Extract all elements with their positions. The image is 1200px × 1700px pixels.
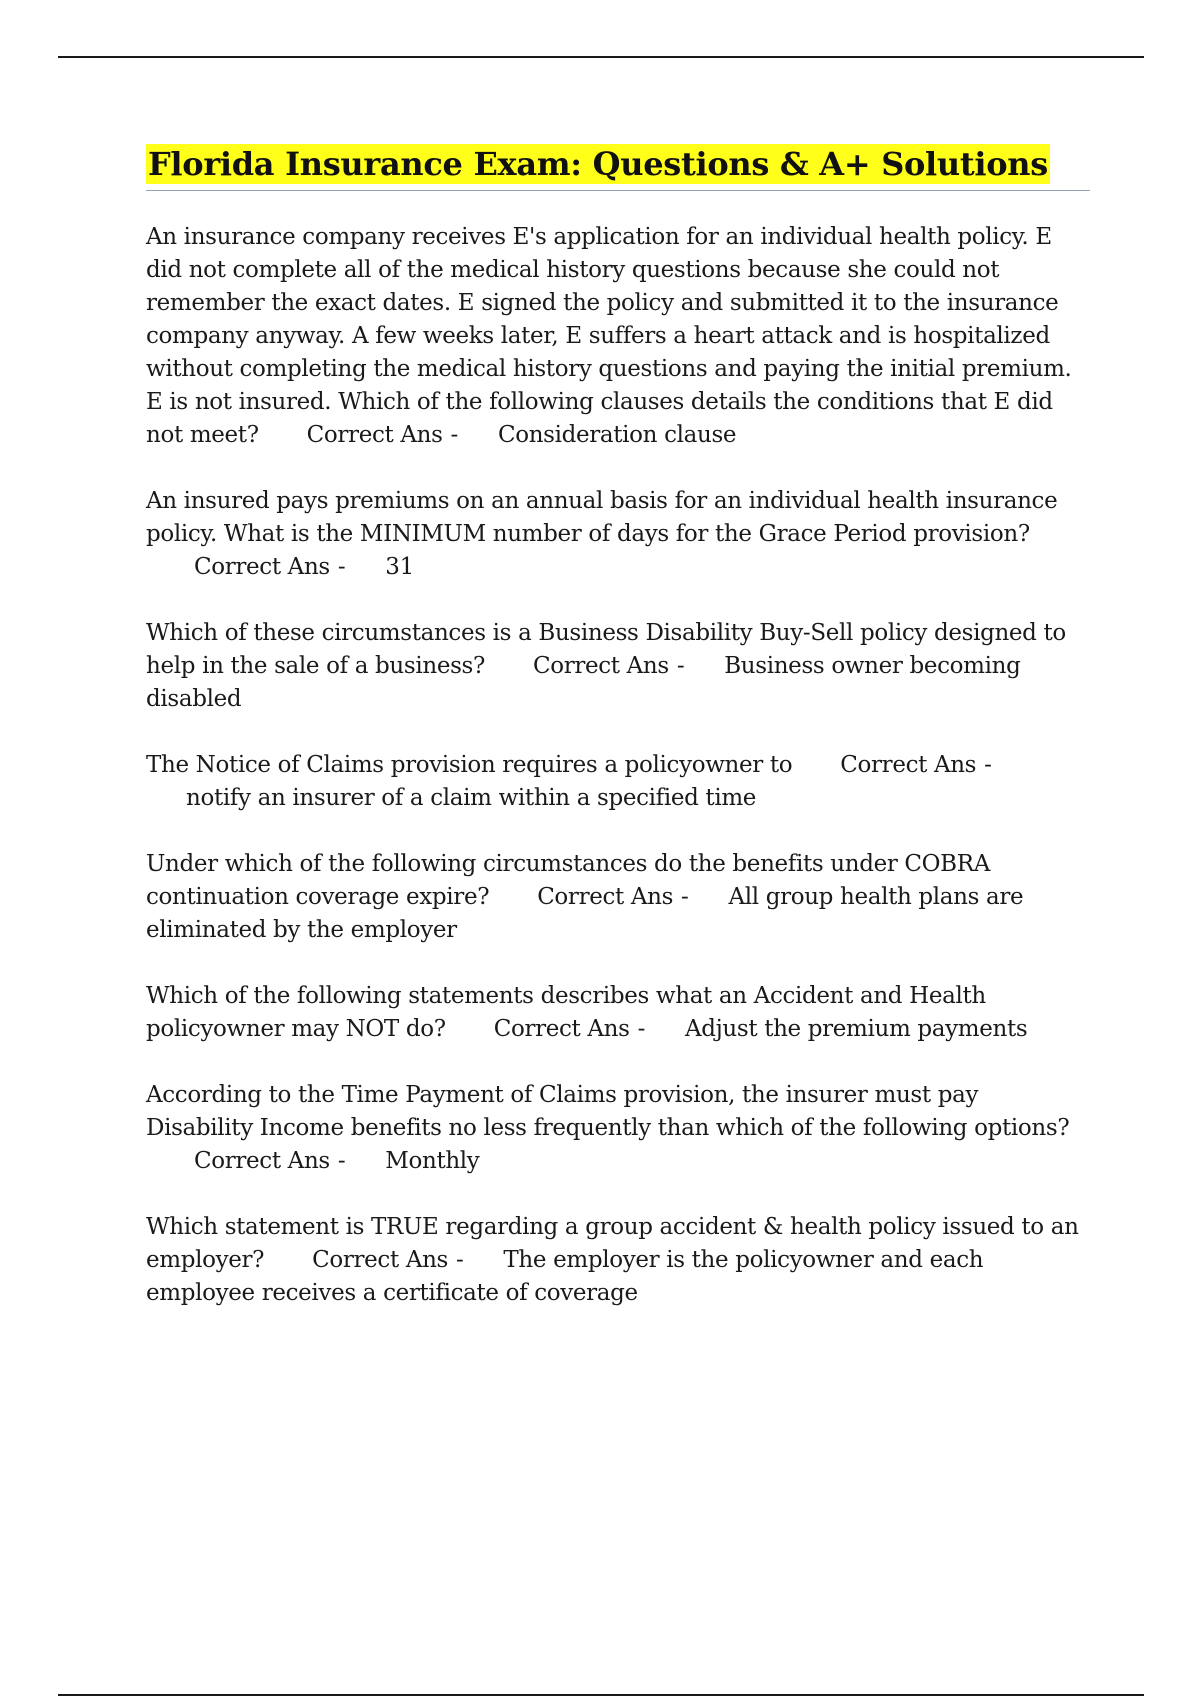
answer-label: Correct Ans bbox=[194, 1148, 330, 1174]
answer-label: Correct Ans bbox=[312, 1247, 448, 1273]
answer-label: Correct Ans bbox=[306, 422, 443, 448]
question-text: Which statement is TRUE regarding a group accident & health policy issued to an employer? bbox=[146, 1214, 1079, 1273]
qa-item-2 bbox=[146, 485, 1090, 584]
question-text: Which of the following statements describes what an Accident and Health policyowner may NOT do? bbox=[146, 983, 986, 1042]
qa-item-6 bbox=[146, 980, 1090, 1046]
qa-item-1 bbox=[146, 221, 1090, 452]
page-top-rule bbox=[58, 56, 1144, 58]
answer-separator: - bbox=[681, 884, 689, 910]
question-text: An insurance company receives E's application for an individual health policy. E did not complete all of the medical history questions because she could not remember the exact dates. E signed the policy and submitted it to the insurance company anyway. A few weeks later, E suffers a heart attack and is hospitalized without completing the medical history questions and paying the initial premium. E is not insured. Which of the following clauses details the conditions that E did not meet? bbox=[146, 224, 1072, 448]
answer-text: The employer is the policyowner and each employee receives a certificate of coverage bbox=[146, 1247, 984, 1306]
qa-item-4 bbox=[146, 749, 1090, 815]
question-text: Which of these circumstances is a Business Disability Buy-Sell policy designed to help in the sale of a business? bbox=[146, 620, 1066, 679]
answer-separator: - bbox=[676, 653, 685, 679]
answer-text: Consideration clause bbox=[497, 422, 737, 448]
document-title: Florida Insurance Exam: Questions & A+ Solutions bbox=[148, 145, 1048, 183]
title-block bbox=[146, 144, 1090, 191]
qa-item-7 bbox=[146, 1079, 1090, 1178]
answer-separator: - bbox=[637, 1016, 646, 1042]
document-body bbox=[146, 144, 1090, 1343]
answer-separator: - bbox=[456, 1247, 464, 1273]
answer-text: Adjust the premium payments bbox=[685, 1016, 1028, 1042]
answer-separator: - bbox=[984, 752, 992, 778]
answer-label: Correct Ans bbox=[537, 884, 674, 910]
qa-item-8 bbox=[146, 1211, 1090, 1310]
answer-separator: - bbox=[337, 1148, 346, 1174]
answer-text: Business owner becoming disabled bbox=[146, 653, 1021, 712]
answer-text: 31 bbox=[385, 554, 414, 580]
answer-label: Correct Ans bbox=[532, 653, 669, 679]
answer-label: Correct Ans bbox=[493, 1016, 630, 1042]
question-text: According to the Time Payment of Claims provision, the insurer must pay Disability Income benefits no less frequently than which of the following options? bbox=[146, 1082, 1070, 1141]
answer-text: notify an insurer of a claim within a specified time bbox=[186, 785, 757, 811]
qa-item-3 bbox=[146, 617, 1090, 716]
question-text: The Notice of Claims provision requires a policyowner to bbox=[146, 752, 793, 778]
answer-separator: - bbox=[450, 422, 458, 448]
question-text: An insured pays premiums on an annual basis for an individual health insurance policy. What is the MINIMUM number of days for the Grace Period provision? bbox=[146, 488, 1058, 547]
question-text: Under which of the following circumstances do the benefits under COBRA continuation coverage expire? bbox=[146, 851, 990, 910]
answer-label: Correct Ans bbox=[840, 752, 977, 778]
qa-item-5 bbox=[146, 848, 1090, 947]
answer-separator: - bbox=[337, 554, 346, 580]
answer-label: Correct Ans bbox=[194, 554, 330, 580]
answer-text: All group health plans are eliminated by the employer bbox=[146, 884, 1024, 943]
page-bottom-rule bbox=[58, 1694, 1144, 1696]
answer-text: Monthly bbox=[385, 1148, 480, 1174]
